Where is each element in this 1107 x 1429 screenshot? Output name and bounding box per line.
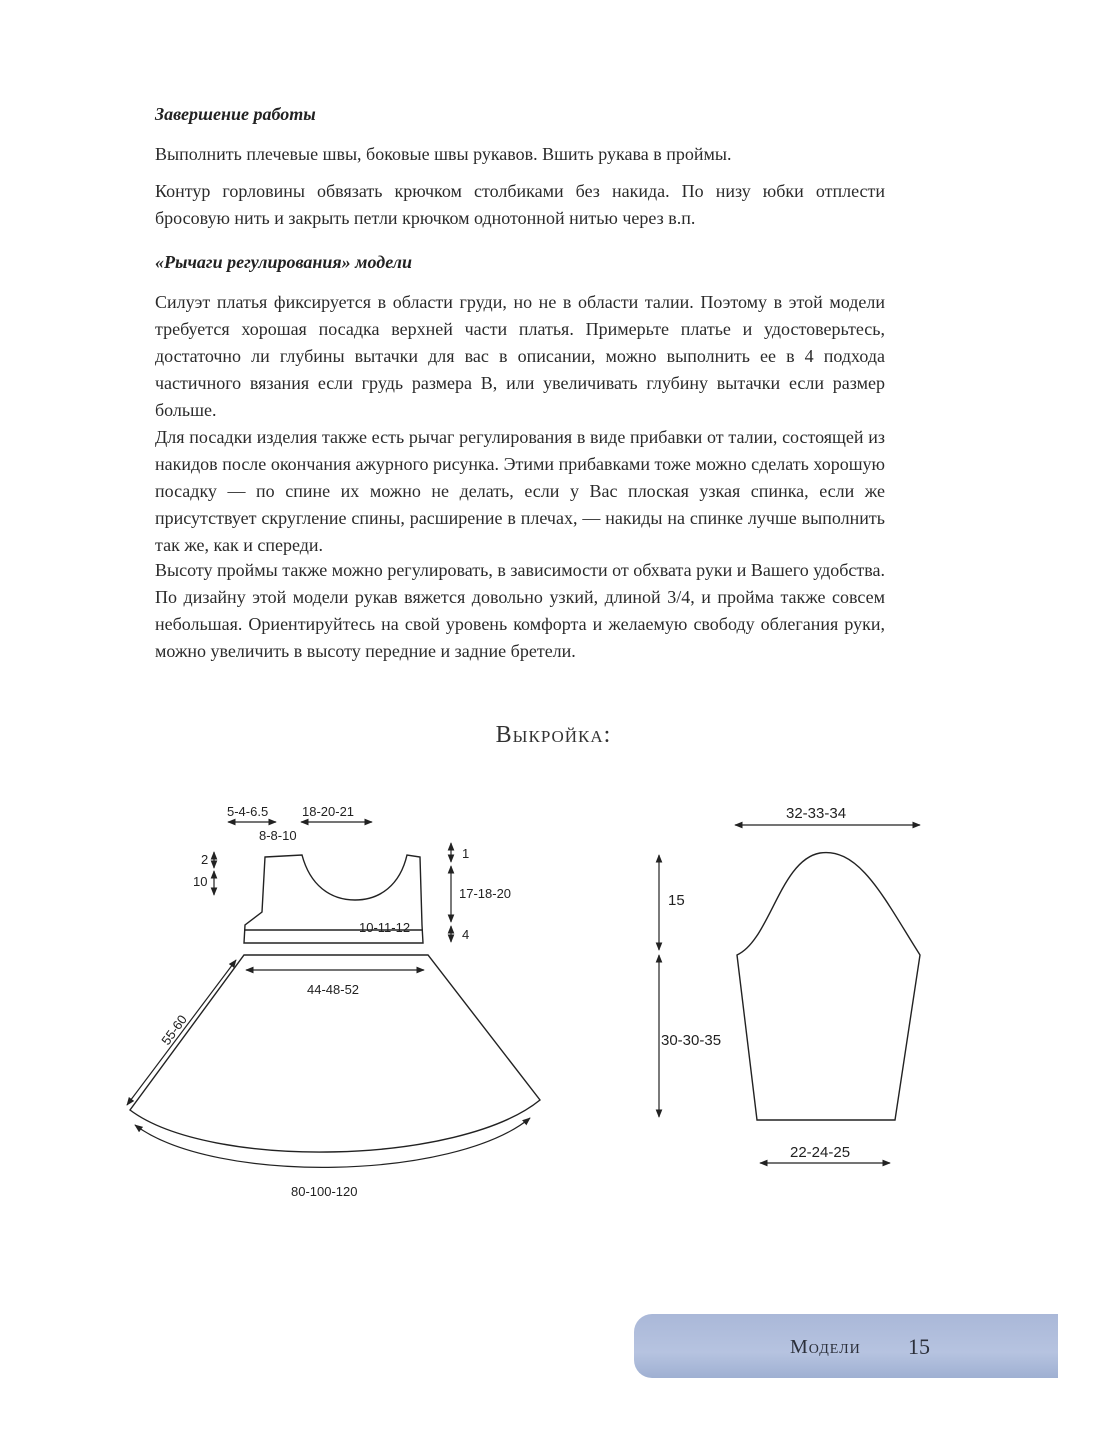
paragraph: Высоту проймы также можно регулировать, в зависимости от обхвата руки и Вашего удобства. По дизайну этой модели рукав вяжется довольно узкий, длиной 3/4, и пройма также совсем небольшая. Ориентируйтесь на свой уровень комфорта и желаемую свободу облегания руки, можно увеличить в высоту передние и задние бретели. (155, 560, 885, 661)
page-number: 15 (908, 1334, 930, 1359)
label-shoulder: 5-4-6.5 (227, 804, 269, 819)
paragraph: Силуэт платья фиксируется в области груди, но не в области талии. Поэтому в этой модели требуется хорошая посадка верхней части платья. Примерьте платье и удостоверьтесь, достаточно ли глубины вытачки для вас в описании, можно выполнить ее в 4 подхода частичного вязания если грудь размера В, или увеличивать глубину вытачки если размер больше. (155, 292, 885, 420)
label-sleeve-cap: 15 (668, 892, 685, 909)
paragraph: Выполнить плечевые швы, боковые швы рукавов. Вшить рукава в проймы. (155, 144, 732, 164)
label-sleeve-bottom: 22-24-25 (790, 1144, 851, 1161)
pattern-title: Выкройка: (495, 722, 612, 748)
label-sleeve-top: 32-33-34 (786, 805, 847, 822)
label-sleeve-length: 30-30-35 (661, 1032, 722, 1049)
label-waist: 44-48-52 (307, 982, 360, 997)
label-top-right: 1 (462, 846, 470, 861)
label-neck-small: 2 (201, 852, 209, 867)
label-bodice-height: 17-18-20 (459, 886, 512, 901)
footer-section-label: Модели (790, 1336, 861, 1358)
label-skirt-length: 55-60 (158, 1012, 190, 1048)
section-heading-finish: Завершение работы (155, 104, 316, 124)
label-neck-depth: 10 (193, 874, 208, 889)
label-band: 4 (462, 927, 470, 942)
paragraph: Для посадки изделия также есть рычаг регулирования в виде прибавки от талии, состоящей из накидов после окончания ажурного рисунка. Этими прибавками тоже можно сделать хорошую посадку — по спине их можно не делать, если у Вас плоская узкая спинка, если же присутствует скругление спины, расширение в плечах, — накиды на спинке лучше выполнить так же, как и спереди. (155, 427, 885, 555)
label-bust: 10-11-12 (359, 920, 411, 935)
hem-dim-line (135, 1118, 530, 1167)
label-shoulder-offset: 8-8-10 (259, 828, 297, 843)
label-hem: 80-100-120 (291, 1184, 358, 1199)
label-neck-width: 18-20-21 (302, 804, 355, 819)
paragraph: Контур горловины обвязать крючком столбиками без накида. По низу юбки отплести бросовую нить и закрыть петли крючком однотонной нитью через в.п. (155, 181, 885, 228)
section-heading-adjust: «Рычаги регулирования» модели (155, 252, 412, 272)
sleeve-outline (737, 853, 920, 1120)
